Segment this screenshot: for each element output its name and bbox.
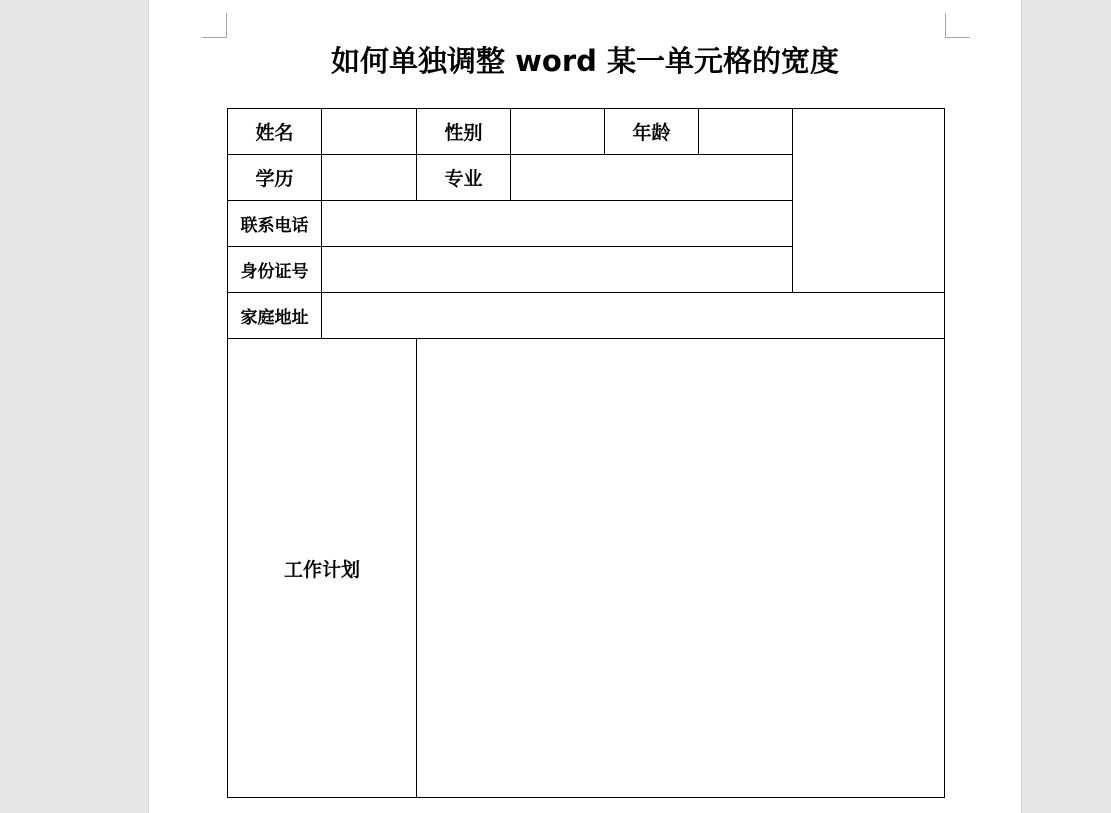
document-page	[148, 0, 1022, 813]
gender-value-cell[interactable]	[511, 109, 605, 155]
name-label-cell[interactable]: 姓名	[228, 109, 322, 155]
education-value-cell[interactable]	[322, 155, 417, 201]
document-title[interactable]: 如何单独调整 word 某一单元格的宽度	[331, 44, 839, 78]
margin-corner-top-left	[202, 13, 227, 38]
gender-label-cell[interactable]: 性别	[417, 109, 511, 155]
id-value-cell[interactable]	[322, 247, 793, 293]
address-value-cell[interactable]	[322, 293, 945, 339]
phone-value-cell[interactable]	[322, 201, 793, 247]
table-row	[228, 293, 945, 339]
work-plan-label-cell[interactable]: 工作计划	[228, 339, 417, 798]
age-value-cell[interactable]	[699, 109, 793, 155]
name-value-cell[interactable]	[322, 109, 417, 155]
id-label-cell[interactable]: 身份证号	[228, 247, 322, 293]
phone-label-cell[interactable]: 联系电话	[228, 201, 322, 247]
work-plan-value-cell[interactable]	[417, 339, 945, 798]
age-label-cell[interactable]: 年龄	[605, 109, 699, 155]
margin-corner-top-right	[945, 13, 970, 38]
major-value-cell[interactable]	[511, 155, 793, 201]
table-row	[228, 339, 945, 798]
registration-table	[227, 108, 945, 798]
major-label-cell[interactable]: 专业	[417, 155, 511, 201]
education-label-cell[interactable]: 学历	[228, 155, 322, 201]
address-label-cell[interactable]: 家庭地址	[228, 293, 322, 339]
table-row	[228, 109, 945, 155]
photo-cell[interactable]	[793, 109, 945, 293]
